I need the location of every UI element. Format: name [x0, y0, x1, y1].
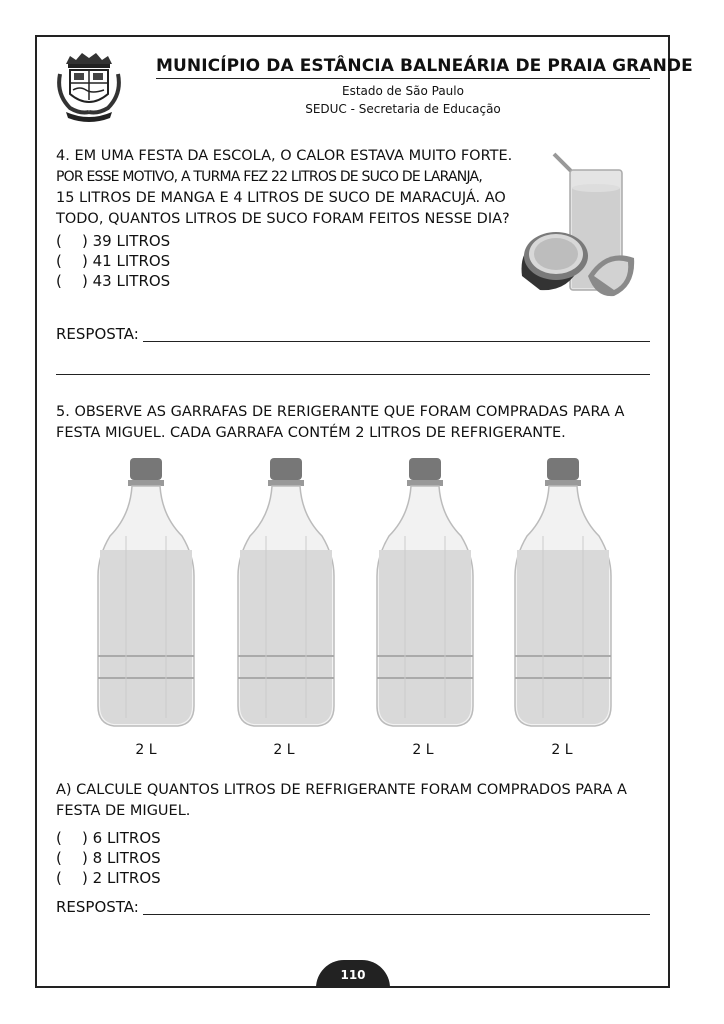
qa-option-1-label: 6 LITROS	[92, 829, 161, 847]
checkbox-close: )	[82, 272, 88, 290]
qa-option-1[interactable]	[56, 829, 161, 847]
header-rule	[156, 78, 650, 79]
q4-option-1-label: 39 LITROS	[92, 232, 171, 250]
header-department: SEDUC - Secretaria de Educação	[305, 102, 501, 116]
q5-line-2: FESTA MIGUEL. CADA GARRAFA CONTÉM 2 LITROS DE REFRIGERANTE.	[56, 425, 566, 441]
qa-line-2: FESTA DE MIGUEL.	[56, 803, 191, 819]
checkbox-close: )	[82, 869, 88, 887]
q4-answer-line-2[interactable]	[56, 374, 650, 375]
q4-line-1: 4. EM UMA FESTA DA ESCOLA, O CALOR ESTAVA MUITO FORTE.	[56, 148, 513, 164]
bottle-label-2: 2 L	[273, 742, 295, 758]
soda-bottle-icon	[236, 456, 336, 732]
q4-answer-line-1[interactable]	[143, 341, 650, 342]
q4-option-3[interactable]	[56, 272, 170, 290]
checkbox-open: (	[56, 829, 62, 847]
checkbox-open: (	[56, 232, 62, 250]
soda-bottle-icon	[513, 456, 613, 732]
q4-option-2[interactable]	[56, 252, 170, 270]
page-number: 110	[340, 968, 366, 982]
header-state: Estado de São Paulo	[342, 84, 464, 98]
qa-option-3-label: 2 LITROS	[92, 869, 161, 887]
checkbox-close: )	[82, 849, 88, 867]
juice-glass-icon	[518, 148, 638, 303]
soda-bottle-icon	[96, 456, 196, 732]
q4-line-4: TODO, QUANTOS LITROS DE SUCO FORAM FEITOS NESSE DIA?	[56, 211, 510, 227]
q4-option-3-label: 43 LITROS	[92, 272, 171, 290]
qa-answer-label: RESPOSTA:	[56, 898, 139, 916]
qa-line-1: A) CALCULE QUANTOS LITROS DE REFRIGERANTE FORAM COMPRADOS PARA A	[56, 782, 627, 798]
q4-line-3: 15 LITROS DE MANGA E 4 LITROS DE SUCO DE MARACUJÁ. AO	[56, 190, 506, 206]
qa-option-2[interactable]	[56, 849, 161, 867]
bottle-label-1: 2 L	[135, 742, 157, 758]
qa-answer-line[interactable]	[143, 914, 650, 915]
checkbox-close: )	[82, 829, 88, 847]
checkbox-close: )	[82, 252, 88, 270]
q5-line-1: 5. OBSERVE AS GARRAFAS DE RERIGERANTE QUE FORAM COMPRADAS PARA A	[56, 404, 625, 420]
bottle-label-4: 2 L	[551, 742, 573, 758]
checkbox-close: )	[82, 232, 88, 250]
header-title: MUNICÍPIO DA ESTÂNCIA BALNEÁRIA DE PRAIA GRANDE	[156, 56, 693, 76]
checkbox-open: (	[56, 272, 62, 290]
q4-option-1[interactable]	[56, 232, 170, 250]
qa-option-2-label: 8 LITROS	[92, 849, 161, 867]
municipal-crest-icon	[56, 50, 122, 122]
checkbox-open: (	[56, 849, 62, 867]
q4-answer-label: RESPOSTA:	[56, 325, 139, 343]
checkbox-open: (	[56, 252, 62, 270]
q4-option-2-label: 41 LITROS	[92, 252, 171, 270]
qa-option-3[interactable]	[56, 869, 161, 887]
checkbox-open: (	[56, 869, 62, 887]
bottle-label-3: 2 L	[412, 742, 434, 758]
q4-line-2: POR ESSE MOTIVO, A TURMA FEZ 22 LITROS DE SUCO DE LARANJA,	[56, 169, 482, 185]
soda-bottle-icon	[375, 456, 475, 732]
